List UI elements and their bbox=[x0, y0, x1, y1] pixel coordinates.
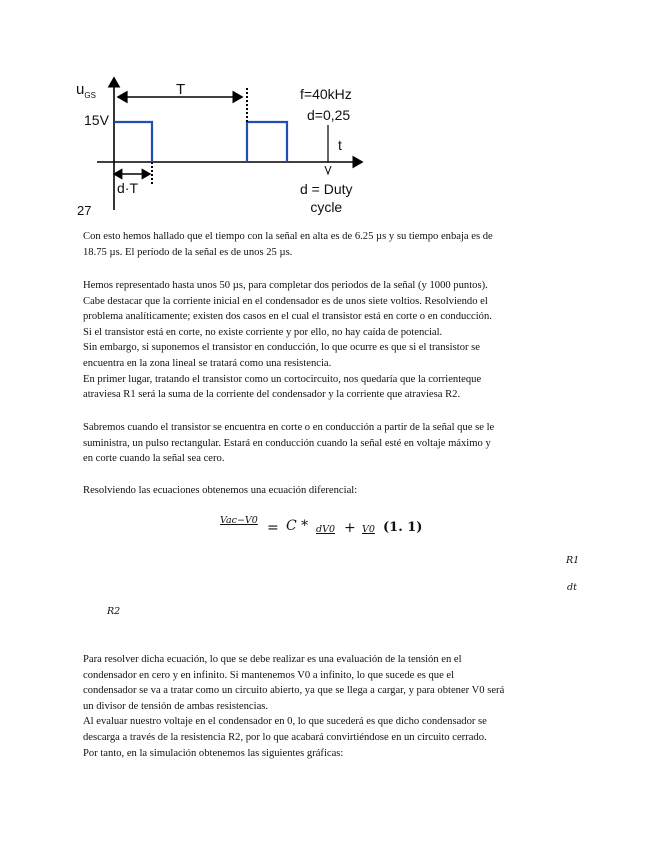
ylabel-ugs: $u_{GS}$ bbox=[76, 81, 96, 100]
eq-plus: + bbox=[344, 520, 356, 536]
paragraph-3: Sabremos cuando el transistor se encuentra en corte o en conducción a partir de la señal que se le suministra, un pulso rectangular. Estará en conducción cuando la señal esté en voltaje máximo y en corte cuando la señal sea cero. bbox=[83, 422, 495, 465]
eq-numerator-1: Vac−V0 bbox=[220, 515, 258, 526]
paragraph-4: Resolviendo las ecuaciones obtenemos una ecuación diferencial: bbox=[83, 485, 358, 496]
duty-value-label: d=0,25 bbox=[307, 107, 351, 123]
eq-numerator-2: dV0 bbox=[316, 524, 335, 535]
paragraph-2: Hemos representado hasta unos 50 µs, para completar dos periodos de la señal (y 1000 puntos). Cabe destacar que la corriente inicial en el condensador es de unos siete voltios. Resolviendo el problema analíticamente; existen dos casos en el cual el transistor está en corte o en conducción. Si el transistor está en corte, no existe corriente y por ello, no hay caída de potencial. Sin embargo, si suponemos el transistor en conducción, lo que ocurre es que si el transistor se encuentra en la zona lineal se tratará como una resistencia. En primer lugar, tratando el transistor como un cortocircuito, nos quedaría que la corrienteque atraviesa R1 será la suma de la corriente del condensador y la corriente que atraviesa R2. bbox=[83, 280, 492, 401]
dt-label: d·T bbox=[117, 180, 138, 196]
eq-denominator-r2: R2 bbox=[107, 606, 121, 617]
eq-equals: = bbox=[267, 520, 279, 536]
eq-c-times: C * bbox=[286, 518, 309, 534]
eq-number: (1. 1) bbox=[383, 520, 423, 535]
pulse-2 bbox=[247, 122, 287, 162]
duty-pointer bbox=[325, 166, 331, 174]
pulse-1 bbox=[114, 122, 152, 162]
frequency-label: f=40kHz bbox=[300, 86, 352, 102]
pulse-figure bbox=[70, 70, 390, 220]
eq-numerator-3: V0 bbox=[362, 524, 375, 535]
level-label: 15V bbox=[84, 112, 109, 128]
time-axis-label: t bbox=[338, 137, 342, 153]
paragraph-5: Para resolver dicha ecuación, lo que se debe realizar es una evaluación de la tensión en el condensador en cero y en infinito. Si mantenemos V0 a infinito, lo que sucede es que el condensador se va a tratar como un circuito abierto, ya que se llega a cargar, y para obtener V0 será un divisor de tensión de ambas resistencias. Al evaluar nuestro voltaje en el condensador en 0, lo que sucederá es que dicho condensador se descarga a través de la resistencia R2, por lo que acabará convirtiéndose en un circuito cerrado. Por tanto, en la simulación obtenemos las siguientes gráficas: bbox=[83, 654, 505, 759]
paragraph-1: Con esto hemos hallado que el tiempo con la señal en alta es de 6.25 µs y su tiempo enbaja es de 18.75 µs. El período de la señal es de unos 25 µs. bbox=[83, 231, 493, 258]
period-label: T bbox=[176, 81, 186, 98]
page-number: 27 bbox=[77, 203, 92, 218]
eq-denominator-dt: dt bbox=[567, 582, 577, 593]
duty-definition: d = Duty cycle bbox=[300, 181, 353, 215]
eq-denominator-r1: R1 bbox=[566, 555, 580, 566]
